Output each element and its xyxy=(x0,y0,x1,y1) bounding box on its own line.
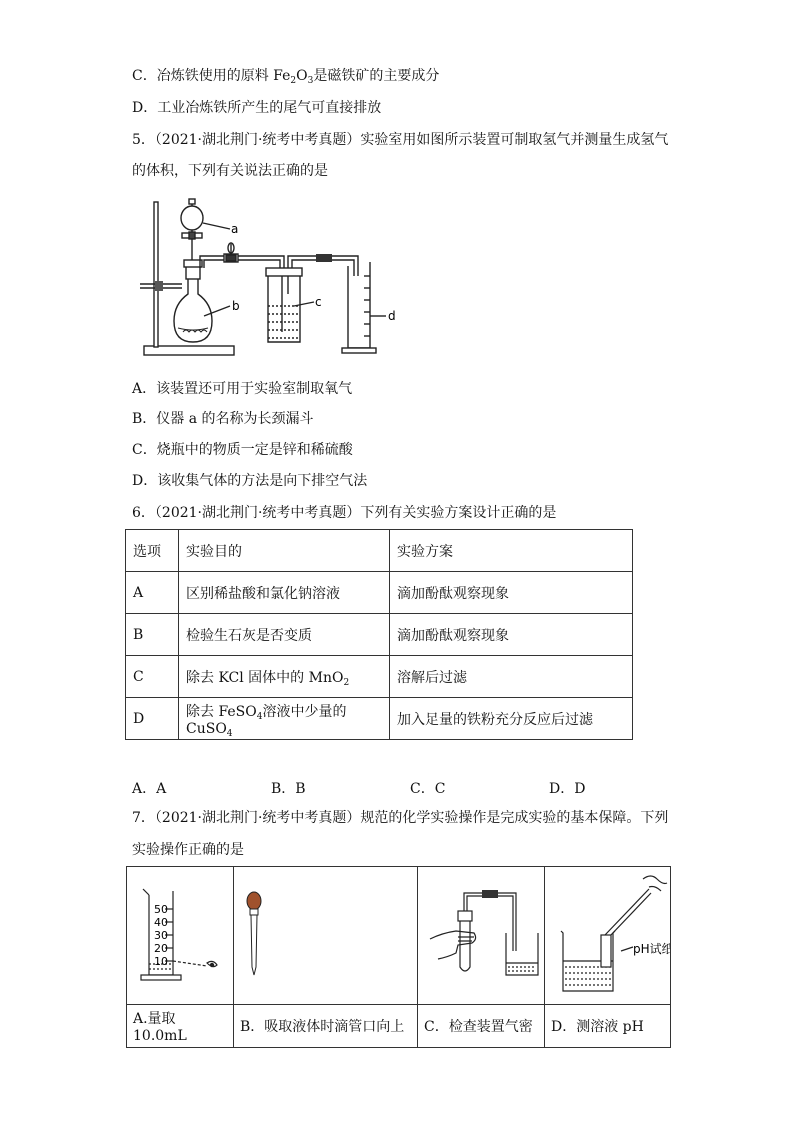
row-option: A xyxy=(126,572,179,614)
row-option: B xyxy=(126,614,179,656)
measuring-cylinder-figure xyxy=(127,867,233,1000)
row-plan: 加入足量的铁粉充分反应后过滤 xyxy=(390,698,633,740)
svg-text:30: 30 xyxy=(154,929,168,942)
q5-option-d: D．该收集气体的方法是向下排空气法 xyxy=(132,473,368,489)
header-purpose: 实验目的 xyxy=(179,530,390,572)
q5-stem-line1: 5．（2021·湖北荆门·统考中考真题）实验室用如图所示装置可制取氢气并测量生成氢气 xyxy=(132,132,669,148)
q4-option-d: D．工业冶炼铁所产生的尾气可直接排放 xyxy=(132,100,382,116)
q7-stem-line2: 实验操作正确的是 xyxy=(132,842,244,858)
q4-option-c: C．冶炼铁使用的原料 $Fe_2O_3$是磁铁矿的主要成分 xyxy=(132,68,440,86)
hydrogen-apparatus-figure xyxy=(138,196,408,362)
row-purpose: 除去 FeSO$_4$溶液中少量的 CuSO$_4$ xyxy=(179,698,390,740)
header-option: 选项 xyxy=(126,530,179,572)
row-purpose: 检验生石灰是否变质 xyxy=(179,614,390,656)
row-option: D xyxy=(126,698,179,740)
label-d: d xyxy=(388,309,396,323)
label-b: b xyxy=(232,299,240,313)
q7-stem-line1: 7．（2021·湖北荆门·统考中考真题）规范的化学实验操作是完成实验的基本保障。下列 xyxy=(132,810,669,826)
q5-option-a: A．该装置还可用于实验室制取氧气 xyxy=(132,381,353,397)
q6-stem: 6．（2021·湖北荆门·统考中考真题）下列有关实验方案设计正确的是 xyxy=(132,505,557,521)
row-purpose: 除去 KCl 固体中的 MnO$_2$ xyxy=(179,656,390,698)
q6-answer-a: A．A xyxy=(132,781,167,797)
experiment-table xyxy=(125,529,633,740)
table-row xyxy=(126,614,633,656)
svg-text:10: 10 xyxy=(154,955,168,968)
pic-a-cell xyxy=(127,867,234,1005)
pic-c-cell xyxy=(418,867,545,1005)
caption-c: C．检查装置气密 xyxy=(418,1005,545,1048)
label-c: c xyxy=(315,295,322,309)
svg-text:50: 50 xyxy=(154,903,168,916)
ph-test-figure xyxy=(545,867,670,1000)
ph-paper-label: pH试纸 xyxy=(633,942,670,956)
label-a: a xyxy=(231,222,239,236)
q6-answer-b: B．B xyxy=(271,781,306,797)
q5-option-c: C．烧瓶中的物质一定是锌和稀硫酸 xyxy=(132,442,353,458)
row-plan: 滴加酚酞观察现象 xyxy=(390,614,633,656)
caption-b: B．吸取液体时滴管口向上 xyxy=(234,1005,418,1048)
q6-answer-d: D．D xyxy=(549,781,586,797)
table-row xyxy=(126,572,633,614)
row-purpose: 区别稀盐酸和氯化钠溶液 xyxy=(179,572,390,614)
operations-pictures-row xyxy=(127,867,671,1005)
q6-answer-c: C．C xyxy=(410,781,446,797)
row-plan: 溶解后过滤 xyxy=(390,656,633,698)
table-row xyxy=(126,656,633,698)
table-header-row xyxy=(126,530,633,572)
pic-b-cell xyxy=(234,867,418,1005)
caption-a: A.量取 10.0mL xyxy=(127,1005,234,1048)
row-option: C xyxy=(126,656,179,698)
pic-d-cell xyxy=(545,867,671,1005)
operations-table xyxy=(126,866,671,1048)
row-plan: 滴加酚酞观察现象 xyxy=(390,572,633,614)
operations-captions-row xyxy=(127,1005,671,1048)
q5-option-b: B．仪器 a 的名称为长颈漏斗 xyxy=(132,411,314,427)
caption-d: D．测溶液 pH xyxy=(545,1005,671,1048)
q5-stem-line2: 的体积，下列有关说法正确的是 xyxy=(132,163,328,179)
dropper-figure xyxy=(234,867,417,1000)
header-plan: 实验方案 xyxy=(390,530,633,572)
table-row xyxy=(126,698,633,740)
svg-text:20: 20 xyxy=(154,942,168,955)
svg-text:40: 40 xyxy=(154,916,168,929)
airtight-check-figure xyxy=(418,867,544,1000)
